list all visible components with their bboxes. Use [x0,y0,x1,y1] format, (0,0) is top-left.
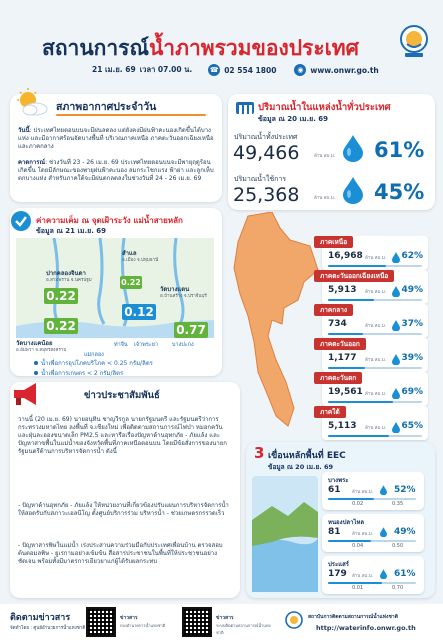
water-overall-date: ข้อมูล ณ 20 เม.ย. 69 [258,115,329,123]
region-volume: 1,177 [328,353,357,363]
weather-today: วันนี้: ประเทศไทยตอนบนจะมีฝนลดลง แต่ยังคงมีฝนฟ้าคะนองเกิดขึ้นได้บางแห่ง และมีอากาศร้อนจัดบางพื้นที่ บริเวณภาคเหนือ ภาคตะวันออกเฉียงเหนือ และภาคกลาง [18,127,214,151]
weather-card [10,94,222,202]
station-name: วัดบางแตน [160,286,190,293]
dam-unit: ล้าน ลบ.ม. [352,574,374,579]
region-progress-bar [328,435,422,437]
water-drop-icon [392,354,400,365]
region-percent: 65% [401,421,423,431]
river-label: ท่าจีน [114,342,128,348]
weather-title: สภาพอากาศประจำวัน [56,101,157,113]
qr-caption: ข่าวสาร [120,615,138,621]
region-progress-fill [328,299,374,301]
region-unit: ล้าน ลบ.ม. [365,392,387,397]
region-progress-fill [328,333,363,335]
footer-producer: จัดทำโดย : ศูนย์อำนวยการน้ำแห่งชาติ [10,626,86,631]
org-logo-icon [284,610,304,632]
dam-name: บางพระ [328,477,349,484]
eec-dam-card [322,556,424,594]
station-value: 0.12 [122,304,156,320]
region-progress-bar [328,401,422,403]
check-icon [10,210,32,232]
water-drop-icon [340,134,366,162]
region-progress-bar [328,367,422,369]
dam-low-value: 0.01 [352,585,364,591]
bullet-icon [34,361,38,365]
qr-caption-sub: ระบบติดตามสถานการณ์น้ำแห่งชาติ [216,623,271,635]
region-progress-fill [328,435,389,437]
salinity-title: ค่าความเค็ม ณ จุดเฝ้าระวัง แม่น้ำสายหลัก [36,216,183,225]
region-card [322,338,428,372]
region-name: ภาคตะวันตก [314,372,362,384]
dam-volume: 61 [328,485,341,495]
river-label: แม่กลอง [84,352,104,358]
dam-percent: 52% [394,485,416,495]
region-name: ภาคกลาง [314,304,353,316]
region-name: ภาคใต้ [314,406,346,418]
total-water-unit: ล้าน ลบ.ม. [314,154,336,159]
water-drop-icon [380,485,387,495]
station-value: 0.77 [174,322,208,338]
water-drop-icon [380,527,387,537]
dam-progress-bar [328,540,416,542]
qr-caption-sub: กองอำนวยการน้ำแห่งชาติ [120,623,166,628]
station-value: 0.22 [44,318,78,334]
eec-dam-card [322,514,424,552]
dam-progress-fill [328,498,374,500]
salinity-date: ข้อมูล ณ 21 เม.ย. 69 [36,227,107,235]
region-progress-fill [328,367,365,369]
website-link[interactable]: www.onwr.go.th [310,65,379,75]
water-drop-icon [392,286,400,297]
dam-unit: ล้าน ลบ.ม. [352,532,374,537]
dam-name: หนองปลาไหล [328,519,365,526]
usable-water-label: ปริมาณน้ำใช้การ [234,175,287,183]
eec-title-number: 3 [254,444,265,462]
region-unit: ล้าน ลบ.ม. [365,426,387,431]
water-drop-icon [340,176,366,204]
phone-icon: ☎ [209,66,219,74]
footer-follow-title: ติดตามข่าวสาร [10,613,71,623]
region-card [322,304,428,338]
legend-consumption: น้ำเพื่อการอุปโภคบริโภค < 0.25 กรัม/ลิตร [34,358,153,368]
water-overall-title: ปริมาณน้ำในแหล่งน้ำทั่วประเทศ [258,102,391,113]
dam-progress-bar [328,498,416,500]
water-drop-icon [392,422,400,433]
region-unit: ล้าน ลบ.ม. [365,256,387,261]
eec-date: ข้อมูล ณ 20 เม.ย. 69 [268,463,334,471]
dam-low-value: 0.02 [352,501,364,507]
dam-high-value: 0.70 [392,585,404,591]
dam-icon [234,96,256,116]
news-paragraph: - ปัญหาสารพิษในแม่น้ำ เร่งประสานความร่วมมือกับประเทศเพื่อนบ้าน ตรวจสอบต้นตอมลพิษ - ยูเรกามอย่างเข้มข้น สื่อสารประชาชนในพื้นที่ให้ประชาชนอย่างชัดเจน พร้อมทั้งมีมาตรการเยียวยาแก่ผู้ได้รับผลกระทบ [18,542,223,566]
station-name: สำแล [122,250,137,257]
salinity-card [10,208,222,376]
region-percent: 49% [401,285,423,295]
total-water-value: 49,466 [233,142,300,164]
region-volume: 16,968 [328,251,363,261]
dam-percent: 49% [394,527,416,537]
water-overall-card [228,94,435,210]
region-progress-fill [328,265,386,267]
weather-forecast: คาดการณ์: ช่วงวันที่ 23 - 26 เม.ย. 69 ประเทศไทยตอนบนจะมีพายุฤดูร้อนเกิดขึ้น โดยมีลักษณะของพายุฝนฟ้าคะนอง ลมกระโชกแรง ฟ้าผ่า และลูกเห็บตกบางแห่ง สำหรับภาคใต้จะมีฝนตกลดลงในช่วงวันที่ 24 - 26 เม.ย. 69 [18,159,214,183]
dam-unit: ล้าน ลบ.ม. [352,490,374,495]
region-name: ภาคเหนือ [314,236,353,248]
total-water-label: ปริมาณน้ำทั้งประเทศ [234,133,298,141]
header [0,0,443,88]
region-card [322,372,428,406]
river-label: เจ้าพระยา [134,342,159,348]
thailand-map [228,212,320,434]
region-volume: 19,561 [328,387,363,397]
news-title: ข่าวประชาสัมพันธ์ [84,390,160,401]
region-unit: ล้าน ลบ.ม. [365,290,387,295]
dam-progress-fill [328,582,382,584]
station-value: 0.22 [121,278,141,287]
eec-dam-card [322,472,424,510]
region-volume: 5,113 [328,421,357,431]
qr-caption: ข่าวสาร [216,615,234,621]
footer [0,604,443,640]
water-drop-icon [380,569,387,579]
station-name: ปากคลองจินดา [46,270,86,277]
total-water-percent: 61% [374,138,425,162]
region-card [322,270,428,304]
dam-progress-fill [328,540,371,542]
region-volume: 734 [328,319,347,329]
eec-card [246,442,435,598]
report-time: เวลา 07.00 น. [139,65,193,74]
news-paragraph: วานนี้ (20 เม.ย. 69) นายอนุทิน ชาญวีรกูล นายกรัฐมนตรี และรัฐมนตรีว่าการกระทรวงมหาดไทย ลงพื้นที่ จ.เชียงใหม่ เพื่อติดตามสถานการณ์ไฟป่า หมอกควัน และฝุ่นละอองขนาดเล็ก PM2.5 และหารือเรื่องปัญหาด้านอุทกภัย - ภัยแล้ง และปัญหาสาขพื้นในแม่น้ำของจังหวัดพื้นที่ภาคเหนือตอนบน โดยมีข้อสั่งการของนายกรัฐมนตรีด้านการบริหารจัดการน้ำ ดังนี้ [18,416,227,456]
region-name: ภาคตะวันออกเฉียงเหนือ [314,270,394,282]
region-percent: 37% [401,319,423,329]
region-progress-bar [328,299,422,301]
globe-icon: ◉ [294,64,306,76]
region-progress-fill [328,401,393,403]
page-title: สถานการณ์น้ำภาพรวมของประเทศ [42,36,359,60]
sun-cloud-icon [14,88,50,118]
news-paragraph: - ปัญหาด้านอุทกภัย - ภัยแล้ง ให้หน่วยงานที่เกี่ยวข้องปรับแผนการบริหารจัดการน้ำให้สอดรับกับสภาวะเอลนีโญ ตั้งศูนย์บริการร่วม บริหารน้ำ - ช่วยเกษตรกรรวดเร็ว [18,502,229,518]
org-name: สถาบันการติดตามสถานการณ์น้ำแห่งชาติ [308,614,398,620]
station-location: อ.สามพราน จ.นครปฐม [46,278,92,283]
station-location: อ.เมือง จ.ปทุมธานี [122,258,159,263]
station-location: อ.บ้านสร้าง จ.ปราจีนบุรี [160,294,207,299]
region-progress-bar [328,333,422,335]
water-drop-icon [392,388,400,399]
water-drop-icon [392,320,400,331]
legend-agriculture: น้ำเพื่อการเกษตร < 2 กรัม/ลิตร [34,368,123,378]
region-progress-bar [328,265,422,267]
region-card [322,236,428,270]
qr-code-icon[interactable] [182,607,212,637]
dam-volume: 179 [328,569,347,579]
bullet-icon [34,371,38,375]
region-volume: 5,913 [328,285,357,295]
usable-water-value: 25,368 [233,184,300,206]
station-location: อ.อัมพวา จ.สมุทรสงคราม [16,348,67,353]
usable-water-percent: 45% [374,180,425,204]
dam-percent: 61% [394,569,416,579]
usable-water-unit: ล้าน ลบ.ม. [314,196,336,201]
eec-title: เขื่อนหลักพื้นที่ EEC [268,451,346,461]
megaphone-icon [10,380,42,408]
dam-low-value: 0.04 [352,543,364,549]
dam-progress-bar [328,582,416,584]
dam-high-value: 0.35 [392,501,404,507]
region-percent: 69% [401,387,423,397]
weather-title-underline [56,114,206,116]
region-percent: 62% [401,251,423,261]
river-label: บางปะกง [172,342,194,348]
report-date: 21 เม.ย. 69 [92,65,136,74]
region-percent: 39% [401,353,423,363]
station-value: 0.22 [44,288,78,304]
station-name: วัดบางแคน้อย [16,340,53,347]
header-info-bar [92,64,379,76]
phone-number[interactable]: 02 554 1800 [224,65,277,75]
org-url[interactable]: http://waterinfo.onwr.go.th [316,624,416,632]
news-card [10,382,240,598]
region-unit: ล้าน ลบ.ม. [365,324,387,329]
water-drop-icon [392,252,400,263]
qr-code-icon[interactable] [86,607,116,637]
region-unit: ล้าน ลบ.ม. [365,358,387,363]
region-name: ภาคตะวันออก [314,338,366,350]
dam-name: ประแสร์ [328,561,350,568]
dam-volume: 81 [328,527,341,537]
dam-illustration [252,476,318,592]
dam-high-value: 0.50 [392,543,404,549]
region-card [322,406,428,440]
onwr-logo [399,24,429,58]
